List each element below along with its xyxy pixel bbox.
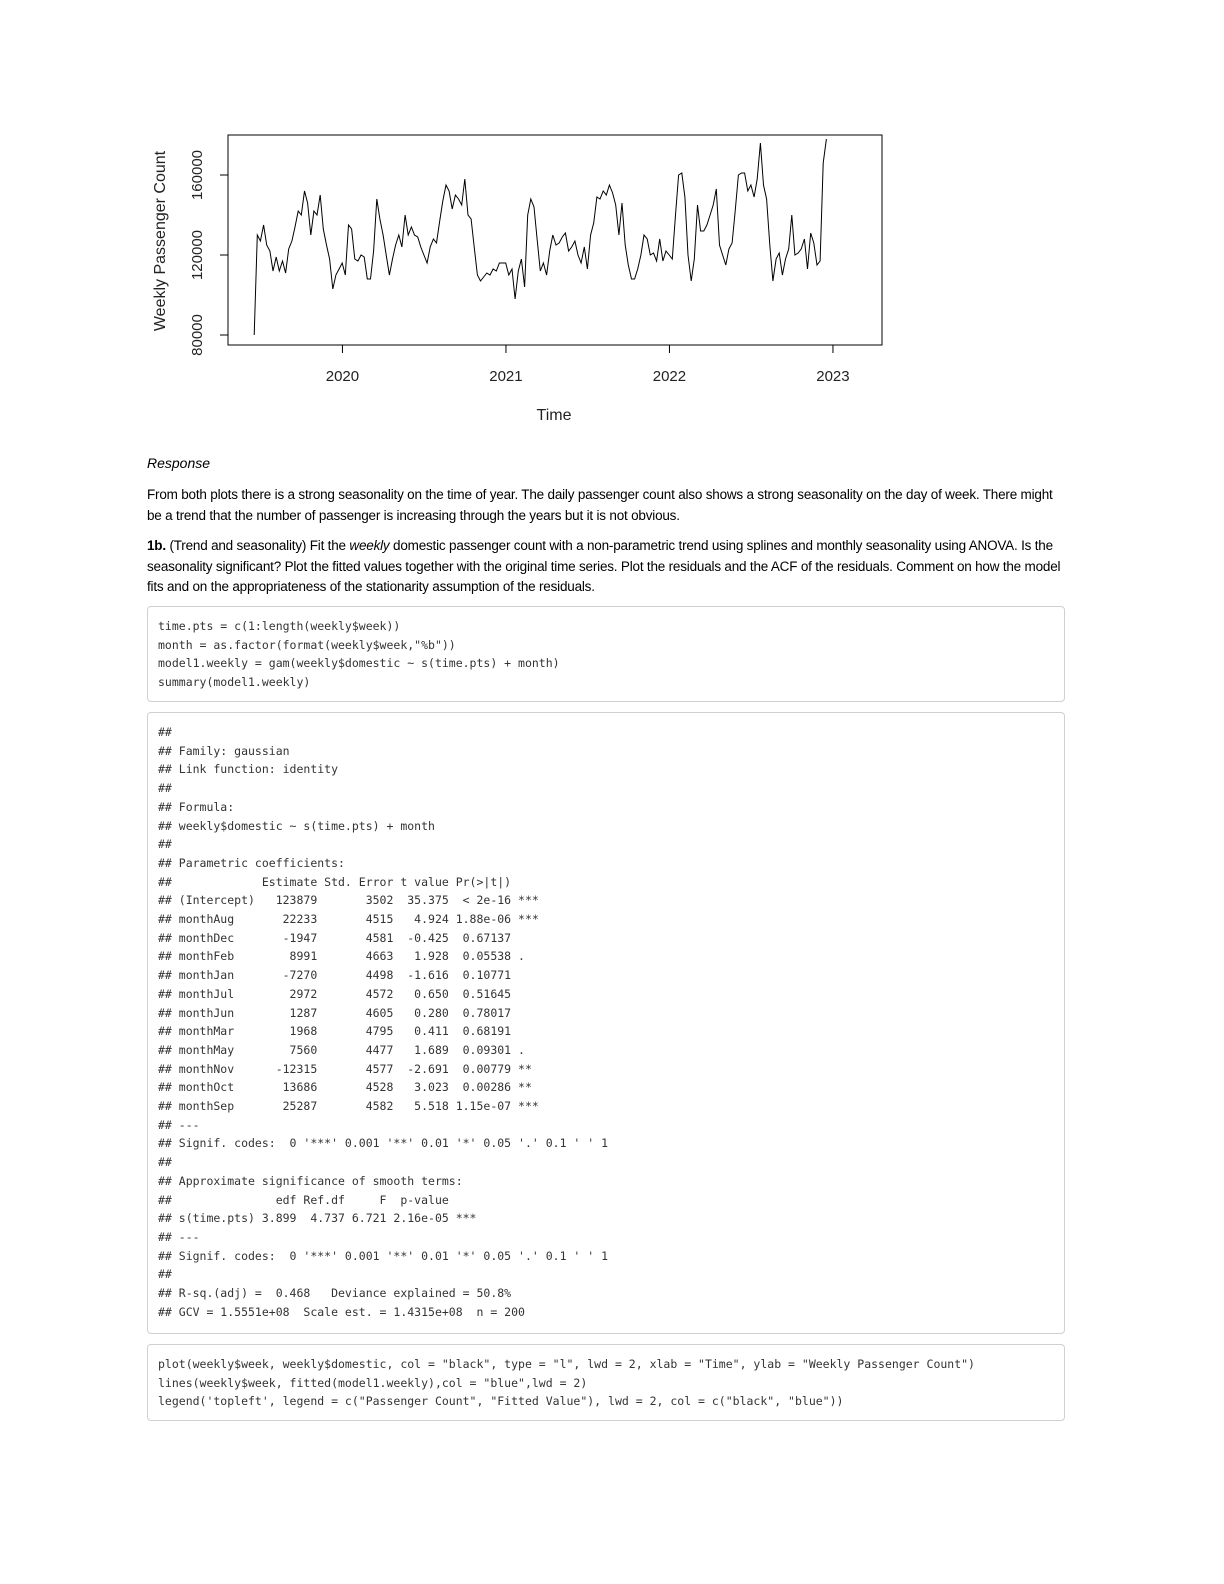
y-tick-label: 120000 [189, 229, 206, 281]
x-axis [326, 345, 850, 385]
question-emphasis: weekly [349, 538, 390, 553]
response-paragraph: From both plots there is a strong seasonality on the time of year. The daily passenger count also shows a strong seasonality on the day of week. There might be a trend that the number of passenger is increasing through the years but it is not obvious. [147, 487, 1053, 523]
x-tick-label: 2022 [652, 368, 687, 385]
x-tick-label: 2021 [489, 368, 523, 385]
y-tick-label: 160000 [189, 149, 206, 201]
question-text-2: domestic passenger count with a non-parametric trend using splines and monthly seasonality using ANOVA. Is the seasonality significant? Plot the fitted values together with the original time series. Plot the residuals and the ACF of the residuals. Comment on how the model fits and on the appropriateness of the stationarity assumption of the residuals. [147, 538, 1061, 594]
output-text: ## ## Family: gaussian ## Link function: identity ## ## Formula: ## weekly$domestic ~ s(time.pts) + month ## ## Parametric coefficients: ## Estimate Std. Error t value Pr(>|t|) ## (Intercept) 123879 3502 35.375 < 2e-16 *** ## monthAug 22233 4515 4.924 1.88e-06 *** ## monthDec -1947 4581 -0.425 0.67137 ## monthFeb 8991 4663 1.928 0.05538 . ## monthJan -7270 4498 -1.616 0.10771 ## monthJul 2972 4572 0.650 0.51645 ## monthJun 1287 4605 0.280 0.78017 ## monthMar 1968 4795 0.411 0.68191 ## monthMay 7560 4477 1.689 0.09301 . ## monthNov -12315 4577 -2.691 0.00779 ** ## monthOct 13686 4528 3.023 0.00286 ** ## monthSep 25287 4582 5.518 1.15e-07 *** ## --- ## Signif. codes: 0 '***' 0.001 '**' 0.01 '*' 0.05 '.' 0.1 ' ' 1 ## ## Approximate significance of smooth terms: ## edf Ref.df F p-value ## s(time.pts) 3.899 4.737 6.721 2.16e-05 *** ## --- ## Signif. codes: 0 '***' 0.001 '**' 0.01 '*' 0.05 '.' 0.1 ' ' 1 ## ## R-sq.(adj) = 0.468 Deviance explained = 50.8% ## GCV = 1.5551e+08 Scale est. = 1.4315e+08 n = 200 [158, 725, 609, 1319]
question-text-1: (Trend and seasonality) Fit the [165, 538, 350, 553]
code-block-gam-fit [147, 606, 1065, 702]
output-block-summary [147, 712, 1065, 1334]
question-paragraph [147, 536, 1067, 598]
response-heading: Response [147, 455, 211, 471]
plot-frame [228, 135, 882, 345]
code-block-plot [147, 1344, 1065, 1421]
code-text: plot(weekly$week, weekly$domestic, col = "black", type = "l", lwd = 2, xlab = "Time", ylab = "Weekly Passenger Count") lines(weekly$week, fitted(model1.weekly),col = "blue",lwd = 2) legend('topleft', legend = c("Passenger Count", "Fitted Value"), lwd = 2, col = c("black", "blue")) [158, 1357, 975, 1409]
y-tick-label: 80000 [189, 314, 206, 356]
x-tick-label: 2020 [325, 368, 360, 385]
y-axis-label: Weekly Passenger Count [152, 150, 169, 332]
series-line [254, 139, 826, 335]
y-axis [189, 150, 228, 356]
weekly-passenger-chart [140, 120, 900, 430]
code-text: time.pts = c(1:length(weekly$week)) month = as.factor(format(weekly$week,"%b")) model1.weekly = gam(weekly$domestic ~ s(time.pts) + month) summary(model1.weekly) [158, 619, 560, 690]
question-number: 1b. [147, 538, 166, 553]
x-axis-label: Time [536, 407, 572, 424]
x-tick-label: 2023 [816, 368, 850, 385]
